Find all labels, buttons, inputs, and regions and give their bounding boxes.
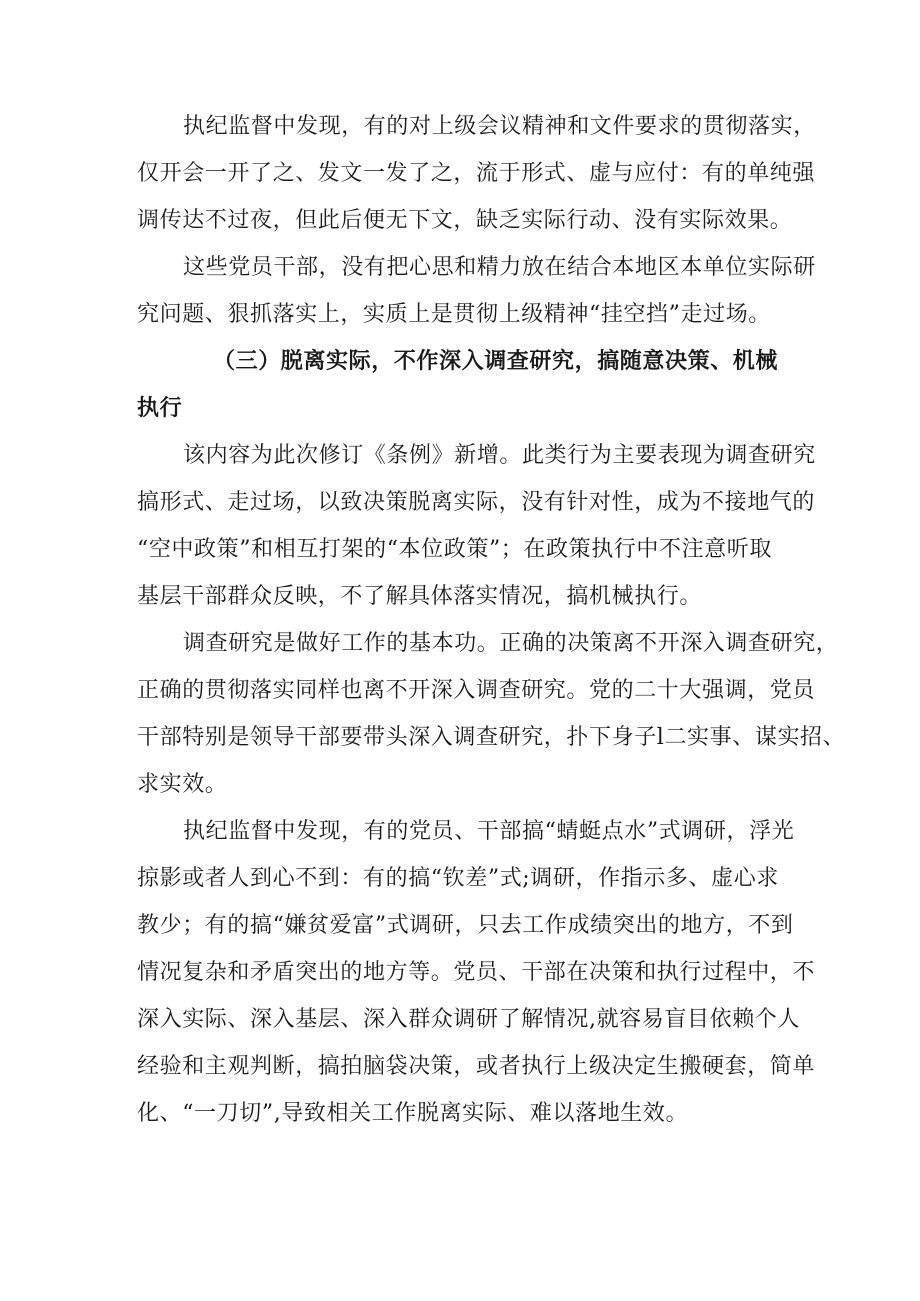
text-line: 调传达不过夜，但此后便无下文，缺乏实际行动、没有实际效果。 — [137, 208, 793, 233]
paragraph-1 — [137, 103, 816, 244]
text-line: 执纪监督中发现，有的党员、干部搞“蜻蜓点水”式调研，浮光 — [183, 819, 795, 844]
text-line: 教少；有的搞“嫌贫爱富”式调研，只去工作成绩突出的地方，不到 — [137, 913, 794, 938]
text-line: 干部特别是领导干部要带头深入调查研究，扑下身子l二实事、谋实招、 — [137, 725, 846, 750]
text-line: “空中政策”和相互打架的“本位政策”；在政策执行中不注意听取 — [137, 537, 772, 562]
text-line: 掠影或者人到心不到：有的搞“钦差”式;调研，作指示多、虚心求 — [137, 866, 779, 891]
text-line: 情况复杂和矛盾突出的地方等。党员、干部在决策和执行过程中，不 — [137, 960, 816, 985]
text-line: 搞形式、走过场，以致决策脱离实际，没有针对性，成为不接地气的 — [137, 490, 816, 515]
text-line: 这些党员干部，没有把心思和精力放在结合本地区本单位实际研 — [183, 255, 816, 280]
text-line: 究问题、狠抓落实上，实质上是贯彻上级精神“挂空挡”走过场。 — [137, 302, 771, 327]
text-line: 正确的贯彻落实同样也离不开深入调查研究。党的二十大强调，党员 — [137, 678, 816, 703]
text-line: 执纪监督中发现，有的对上级会议精神和文件要求的贯彻落实， — [183, 114, 816, 139]
text-line: 经验和主观判断，搞拍脑袋决策，或者执行上级决定生搬硬套，简单 — [137, 1054, 816, 1079]
text-line: 基层干部群众反映，不了解具体落实情况，搞机械执行。 — [137, 584, 703, 609]
paragraph-3 — [137, 432, 816, 620]
heading-line: 执行 — [137, 396, 183, 421]
paragraph-4 — [137, 620, 846, 808]
text-line: 化、“一刀切”,导致相关工作脱离实际、难以落地生效。 — [137, 1101, 689, 1126]
section-heading — [137, 338, 790, 432]
paragraph-2 — [137, 244, 816, 338]
paragraph-5 — [137, 808, 816, 1137]
heading-line: （三）脱离实际，不作深入调查研究，搞随意决策、机械 — [213, 349, 779, 374]
text-line: 调查研究是做好工作的基本功。正确的决策离不开深入调查研究， — [183, 631, 839, 656]
text-line: 求实效。 — [137, 772, 228, 797]
text-line: 该内容为此次修订《条例》新增。此类行为主要表现为调查研究 — [183, 443, 816, 468]
text-line: 深入实际、深入基层、深入群众调研了解情况,就容易盲目依赖个人 — [137, 1007, 800, 1032]
text-line: 仅开会一开了之、发文一发了之，流于形式、虚与应付：有的单纯强 — [137, 161, 816, 186]
